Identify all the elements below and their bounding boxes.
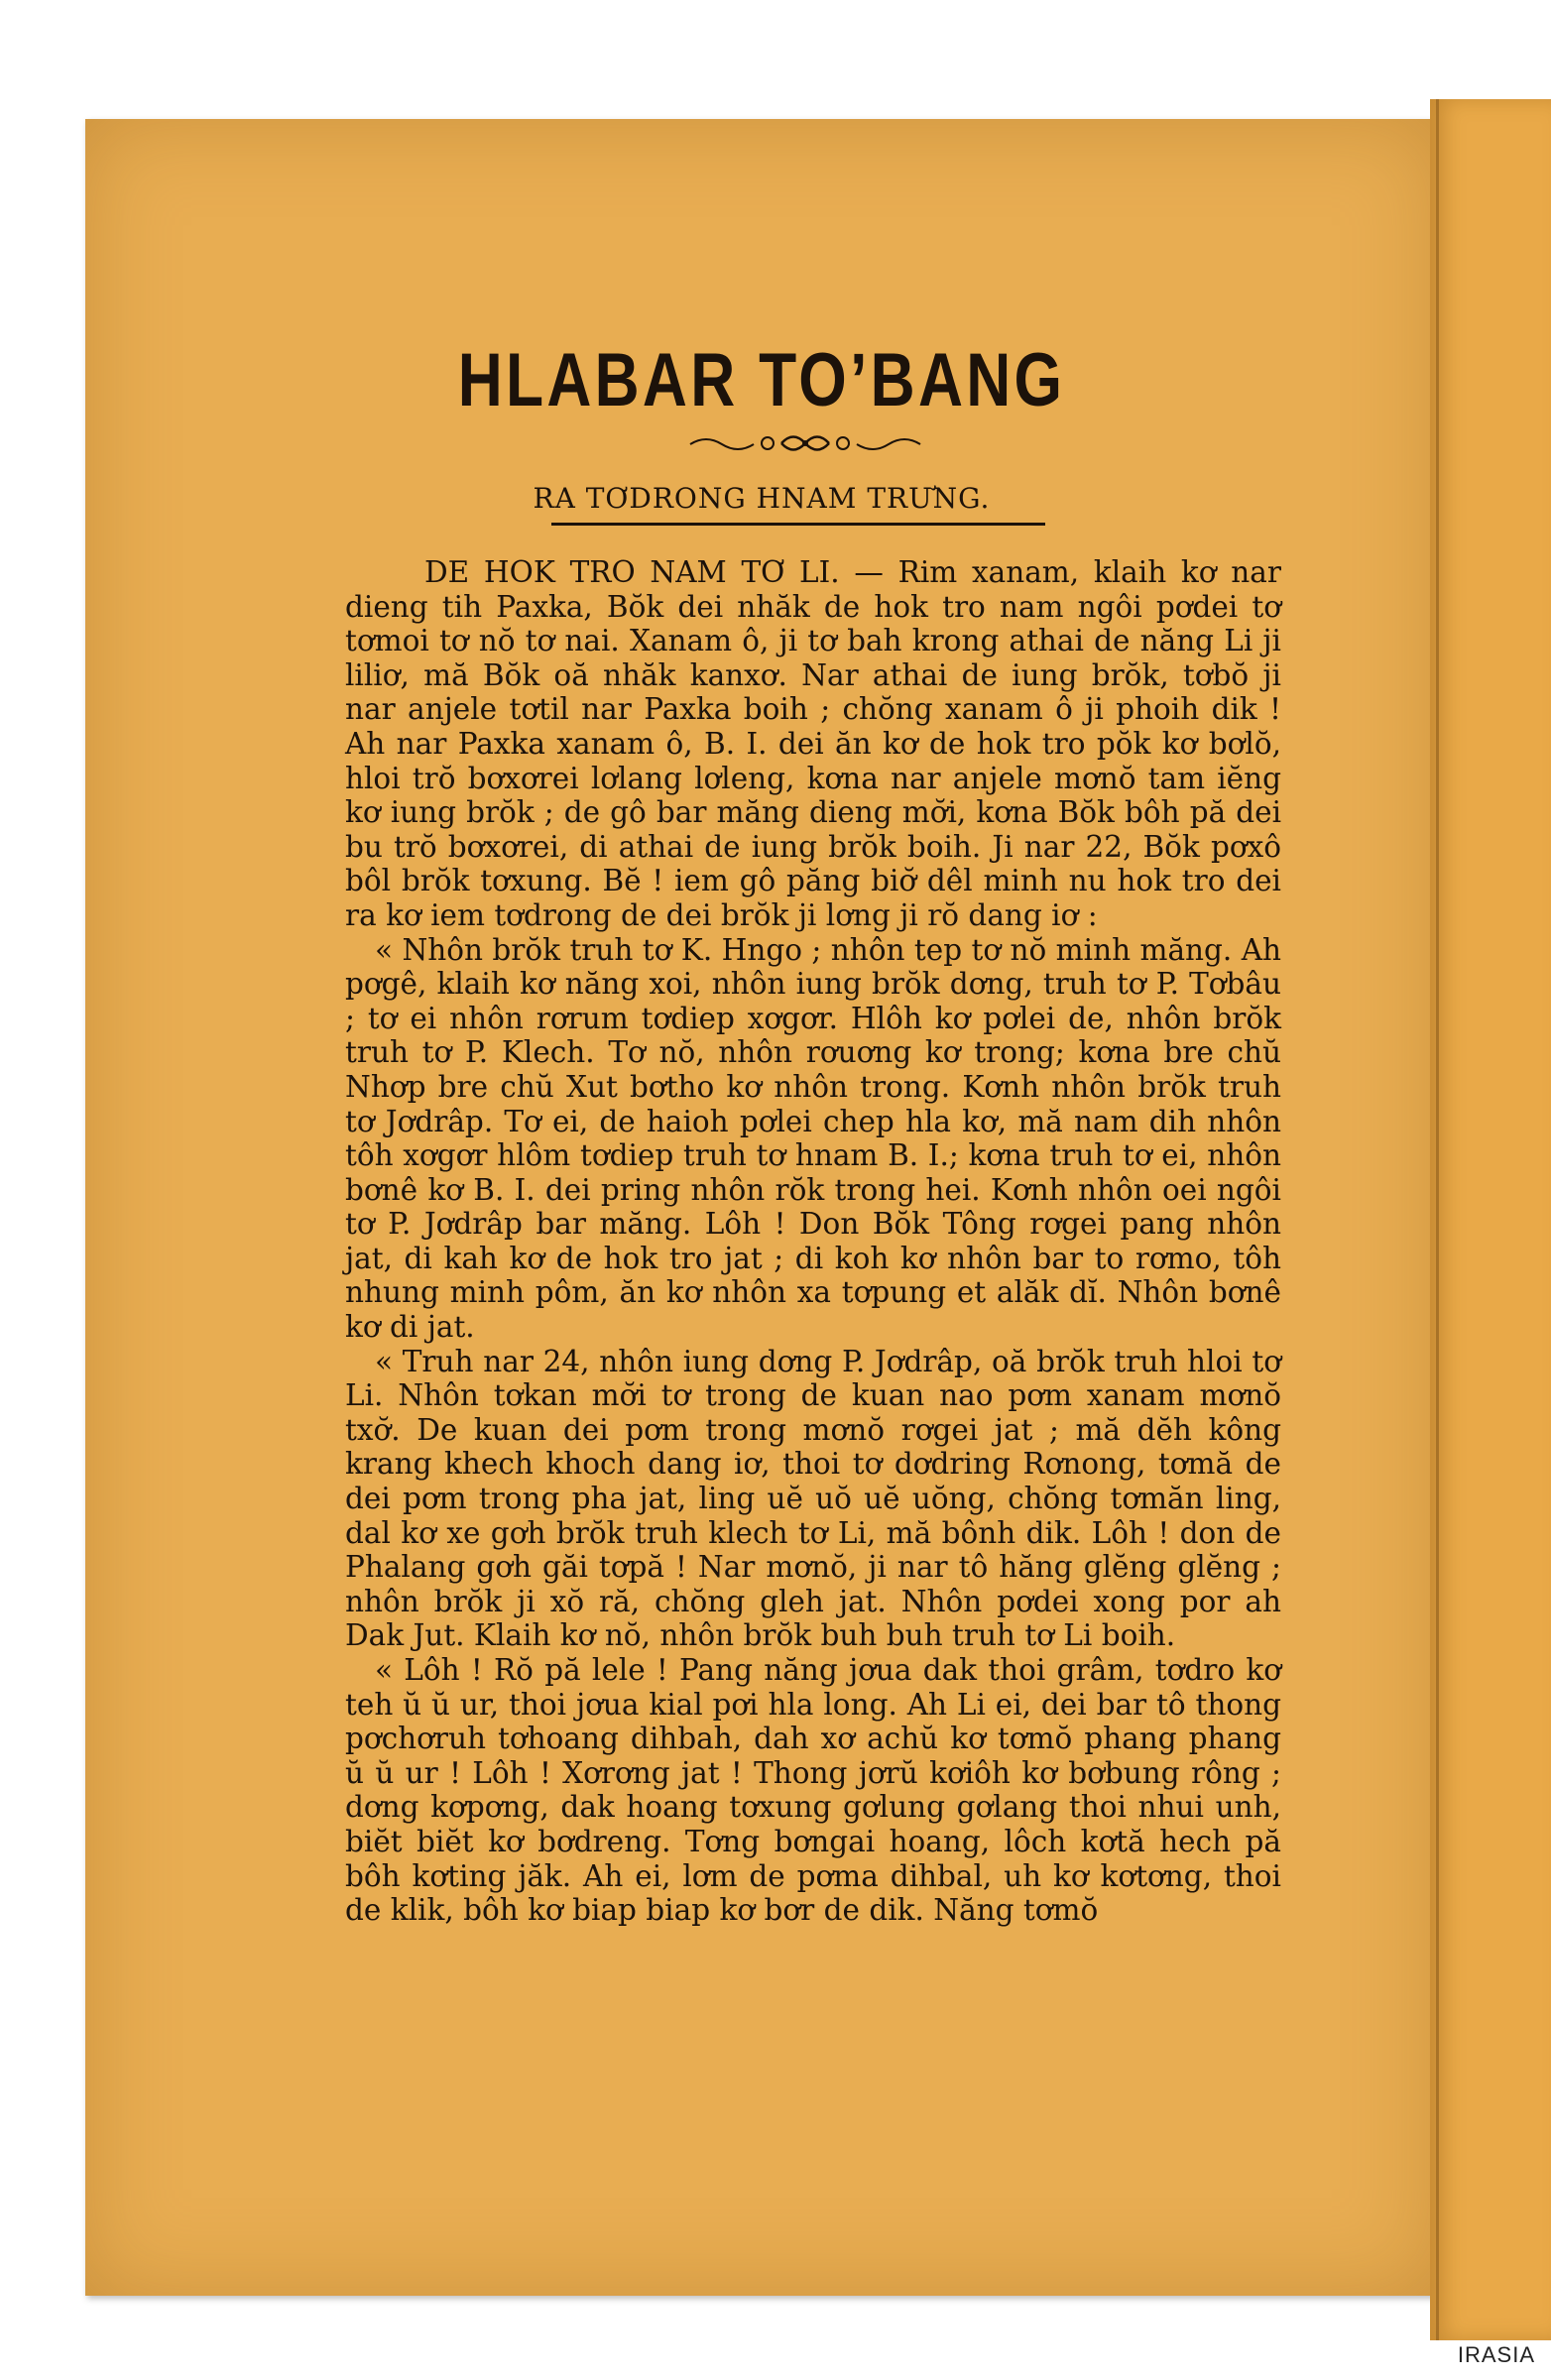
- page-title: HLABAR TO’BANG: [457, 338, 1066, 422]
- ornament-divider-icon: [686, 428, 924, 458]
- paragraph: « Nhôn brŏk truh tơ K. Hngo ; nhôn tep tơ nŏ minh măng. Ah pơgê, klaih kơ năng xoi, nhôn iung brŏk dơng, truh tơ P. Tơbâu ; tơ ei nhôn rơrum tơdiep xơgơr. Hlôh kơ pơlei de, nhôn brŏk truh tơ P. Klech. Tơ nŏ, nhôn rơuơng kơ trong; kơna bre chŭ Nhơp bre chŭ Xut bơtho kơ nhôn trong. Kơnh nhôn brŏk truh tơ Jơdrâp. Tơ ei, de haioh pơlei chep hla kơ, mă nam dih nhôn tôh xơgơr hlôm tơdiep truh tơ hnam B. I.; kơna truh tơ ei, nhôn bơnê kơ B. I. dei pring nhôn rŏk trong hei. Kơnh nhôn oei ngôi tơ P. Jơdrâp bar măng. Lôh ! Don Bŏk Tông rơgei pang nhôn jat, di kah kơ de hok tro jat ; di koh kơ nhôn bar to rơmo, tôh nhung minh pôm, ăn kơ nhôn xa tơpung et alăk dĭ. Nhôn bơnê kơ di jat.: [345, 932, 1281, 1345]
- section-heading: RA TƠDRONG HNAM TRƯNG.: [533, 482, 991, 515]
- paragraph: « Lôh ! Rŏ pă lele ! Pang năng jơua dak thoi grâm, tơdro kơ teh ŭ ŭ ur, thoi jơua kial pơi hla long. Ah Li ei, dei bar tô thong pơchơruh tơhoang dihbah, dah xơ achŭ kơ tơmŏ phang phang ŭ ŭ ur ! Lôh ! Xơrơng jat ! Thong jơrŭ kơiôh kơ bơbung rông ; dơng kơpơng, dak hoang tơxung gơlung gơlang thoi nhui unh, biĕt biĕt kơ bơdreng. Tơng bơngai hoang, lôch kơtă hech pă bôh kơting jăk. Ah ei, lơm de pơma dihbal, uh kơ kơtơng, thoi de klik, bôh kơ biap biap kơ bơr de dik. Năng tơmŏ: [345, 1653, 1281, 1928]
- article-body: [345, 555, 1281, 1928]
- heading-underline: [551, 523, 1045, 526]
- paragraph: DE HOK TRO NAM TƠ LI. — Rim xanam, klaih kơ nar dieng tih Paxka, Bŏk dei nhăk de hok tro nam ngôi pơdei tơ tơmoi tơ nŏ tơ nai. Xanam ô, ji tơ bah krong athai de năng Li ji liliơ, mă Bŏk oă nhăk kanxơ. Nar athai de iung brŏk, tơbŏ ji nar anjele tơtil nar Paxka boih ; chŏng xanam ô ji phoih dik ! Ah nar Paxka xanam ô, B. I. dei ăn kơ de hok tro pŏk kơ bơlŏ, hloi trŏ bơxơrei lơlang lơleng, kơna nar anjele mơnŏ tam iĕng kơ iung brŏk ; de gô bar măng dieng mơ̆i, kơna Bŏk bôh pă dei bu trŏ bơxơrei, di athai de iung brŏk boih. Ji nar 22, Bŏk pơxô bôl brŏk tơxung. Bĕ ! iem gô păng biơ̆ dêl minh nu hok tro dei ra kơ iem tơdrong de dei brŏk ji lơng ji rŏ dang iơ :: [345, 555, 1281, 932]
- page-fold: [1436, 99, 1439, 2340]
- paragraph: « Truh nar 24, nhôn iung dơng P. Jơdrâp, oă brŏk truh hloi tơ Li. Nhôn tơkan mơ̆i tơ trong de kuan nao pơm xanam mơnŏ txơ̆. De kuan dei pơm trong mơnŏ rơgei jat ; mă dĕh kông krang khech khoch dang iơ, thoi tơ dơdring Rơnong, tơmă de dei pơm trong pha jat, ling uĕ uŏ uĕ uŏng, chŏng tơmăn ling, dal kơ xe gơh brŏk truh klech tơ Li, mă bônh dik. Lôh ! don de Phalang gơh găi tơpă ! Nar mơnŏ, ji nar tô hăng glĕng glĕng ; nhôn brŏk ji xŏ ră, chŏng gleh jat. Nhôn pơdei xong por ah Dak Jut. Klaih kơ nŏ, nhôn brŏk buh buh truh tơ Li boih.: [345, 1344, 1281, 1653]
- watermark-text: IRASIA: [1457, 2342, 1535, 2367]
- book-spine: [1430, 99, 1551, 2340]
